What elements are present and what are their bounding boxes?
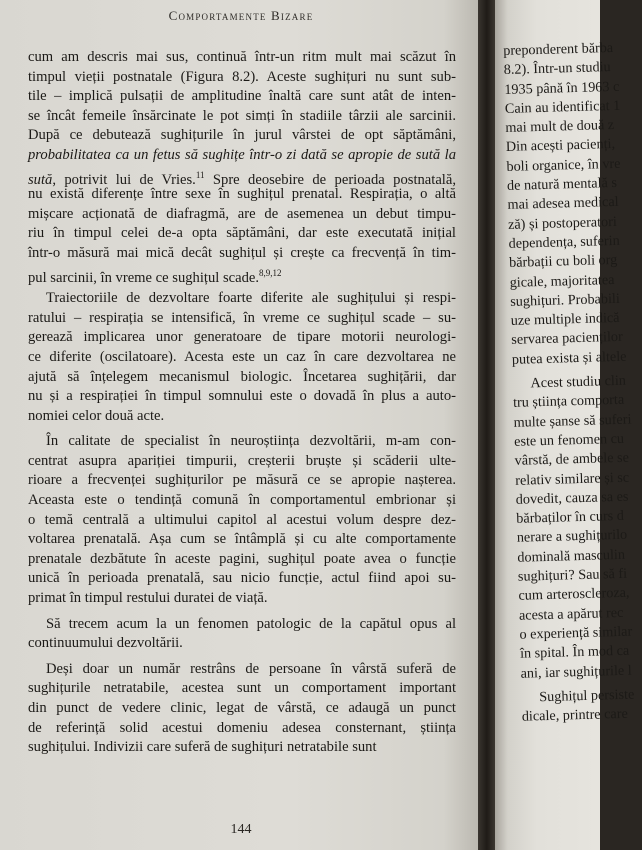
text-line: ajută să înțelegem mecanismul biologic. Încetarea sughițării, dar — [28, 368, 456, 385]
text-line: În calitate de specialist în neuroștiința dezvoltării, m-am con- — [46, 433, 456, 450]
running-header: Comportamente Bizare — [168, 8, 314, 23]
text-line: nu există diferențe între sexe în sughițul prenatal. Respirația, o altă — [28, 186, 456, 203]
page-number: 144 — [230, 822, 252, 837]
text-line: acesta a apărut rec — [518, 604, 624, 624]
text-line: vârstă, de ambele se — [514, 449, 630, 470]
text-line: riu în timpul celei de-a opta săptămâni, dar este executată inițial — [28, 225, 456, 242]
text-line: preponderent bărba — [503, 39, 614, 59]
text-line: multe șanse să suferi — [513, 411, 632, 431]
text-line: centrat asupra apariției timpurii, creșterii bruște și scăderii ulte- — [28, 452, 456, 469]
text-line: voltarea prenatală. Așa cum se întâmplă și cu alte comportamente — [28, 531, 456, 548]
text-line: Din acești pacienți, — [505, 136, 616, 156]
text-line: continuumului dezvoltării. — [28, 635, 183, 652]
text-line: de referință solid acestui domeniu adesea consternant, știința — [28, 719, 456, 736]
text-line: 8.2). Într-un studiu — [503, 59, 611, 79]
text-line: Acest studiu clin — [530, 372, 627, 392]
text-line: gicale, majoritatea — [509, 271, 615, 291]
text-line: nomiei celor două acte. — [28, 407, 165, 424]
text-line: dominală masculin — [517, 546, 626, 566]
text-line: Deși doar un număr restrâns de persoane în vârstă suferă de — [46, 660, 456, 677]
text-line: este un fenomen cu — [513, 430, 625, 450]
text-line: pul sarcinii, în vreme ce sughițul scade.$^{8,9,12}$ — [28, 267, 282, 286]
text-line: tile – implică pulsații de amplitudine înaltă care sunt atât de inten- — [28, 88, 456, 105]
text-line: bărbaților în curs d — [516, 507, 625, 527]
text-line: boli organice, în vre — [506, 155, 621, 175]
text-line: probabilitatea ca un fetus să sughițe într-o zi dată se apropie de sută la — [28, 146, 456, 163]
text-line: dovedit, cauza sa es — [515, 488, 629, 508]
text-line: cum arteroscleroza, — [518, 584, 630, 605]
text-line: se încât femeile însărcinate le pot simți în stadiile târzii ale sarcinii. — [28, 107, 456, 124]
text-line: putea exista și altele — [511, 348, 627, 368]
text-line: primat în timpul restului duratei de viață. — [28, 590, 268, 607]
text-line: ză) și postoperatori — [507, 213, 618, 233]
text-line: uze multiple indică — [510, 310, 620, 330]
text-line: rioare a frecvenței sughițurilor pe măsură ce se apropie nașterea. — [28, 472, 456, 489]
text-line: ce diferite (oscilatoare). Acesta este un caz în care dezvoltarea ne — [28, 348, 456, 365]
text-line: Aceasta este o tendință comună în comportamentul embrionar și — [28, 492, 456, 509]
text-line: servarea pacienților — [511, 329, 623, 349]
text-line: într-o măsură mai mică decât sughițul și crește ca frecvență în tim- — [28, 244, 456, 261]
text-line: prenatale dezbătute în aceste pagini, sughițul poate avea o funcție — [28, 550, 456, 567]
text-line: sughițuri? Sau să fi — [517, 565, 628, 585]
text-line: dependența, suferin — [508, 232, 620, 252]
text-line: sughițului. Indivizii care suferă de sughițuri netratabile sunt — [28, 739, 377, 756]
text-line: tru știința comporta — [512, 392, 625, 412]
text-line: unică în perioada prenatală, sau nicio funcție, actul fiind apoi su- — [28, 570, 456, 587]
text-line: nu și a respirației în timpul somnului este o dovadă în plus a auto- — [28, 388, 456, 405]
text-line: bărbații cu boli org — [508, 252, 618, 272]
text-line: 1935 până în 1963 c — [504, 78, 620, 98]
left-page-body — [28, 48, 456, 758]
text-line: gerează implicarea unor generatoare de tipare motorii neurologi- — [28, 329, 456, 346]
text-line: mișcare acționată de diafragmă, are de asemenea un debut timpu- — [28, 205, 456, 222]
text-line: dicale, printre care — [521, 705, 628, 725]
text-line: sughițuri. Probabili — [510, 290, 620, 310]
text-line: de natură mentală s — [506, 174, 618, 195]
text-line: sută, potrivit lui de Vries.$^{11}$ Spre deosebire de perioada postnatală, — [28, 169, 456, 188]
text-line: o experiență similar — [519, 623, 633, 643]
text-line: ani, iar sughițurile l — [520, 662, 632, 682]
text-line: Cain au identificat 1 — [504, 97, 621, 117]
text-line: După ce debutează sughițurile în jurul vârstei de opt săptămâni, — [28, 127, 456, 144]
text-line: sughițurile netratabile, acestea sunt un comportament important — [28, 680, 456, 697]
text-line: nerare a sughițurilo — [516, 527, 628, 547]
text-line: cum am descris mai sus, continuă într-un ritm mult mai scăzut în — [28, 49, 456, 65]
text-line: în spital. În mod ca — [519, 642, 630, 662]
text-line: o temă centrală a ultimului capitol al acestui volum despre dez- — [28, 511, 456, 528]
text-line: mai mult de două z — [505, 117, 615, 137]
text-line: timpul vieții postnatale (Figura 8.2). Aceste sughițuri nu sunt sub- — [28, 68, 456, 85]
text-line: Să trecem acum la un fenomen patologic de la capătul opus al — [46, 615, 456, 632]
right-page — [495, 0, 635, 850]
text-line: mai adesea medical — [507, 194, 619, 214]
text-line: Sughițul persiste — [539, 686, 635, 706]
right-page-body — [503, 39, 642, 727]
text-line: ratului – respirația se intensifică, în vreme ce sughițul scade – su- — [28, 309, 456, 326]
text-line: din punct de vedere clinic, legat de vârstă, ce adaugă un punct — [28, 700, 456, 716]
text-line: Traiectoriile de dezvoltare foarte diferite ale sughițului și respi- — [46, 290, 456, 307]
text-line: relativ similare și sc — [515, 469, 630, 489]
